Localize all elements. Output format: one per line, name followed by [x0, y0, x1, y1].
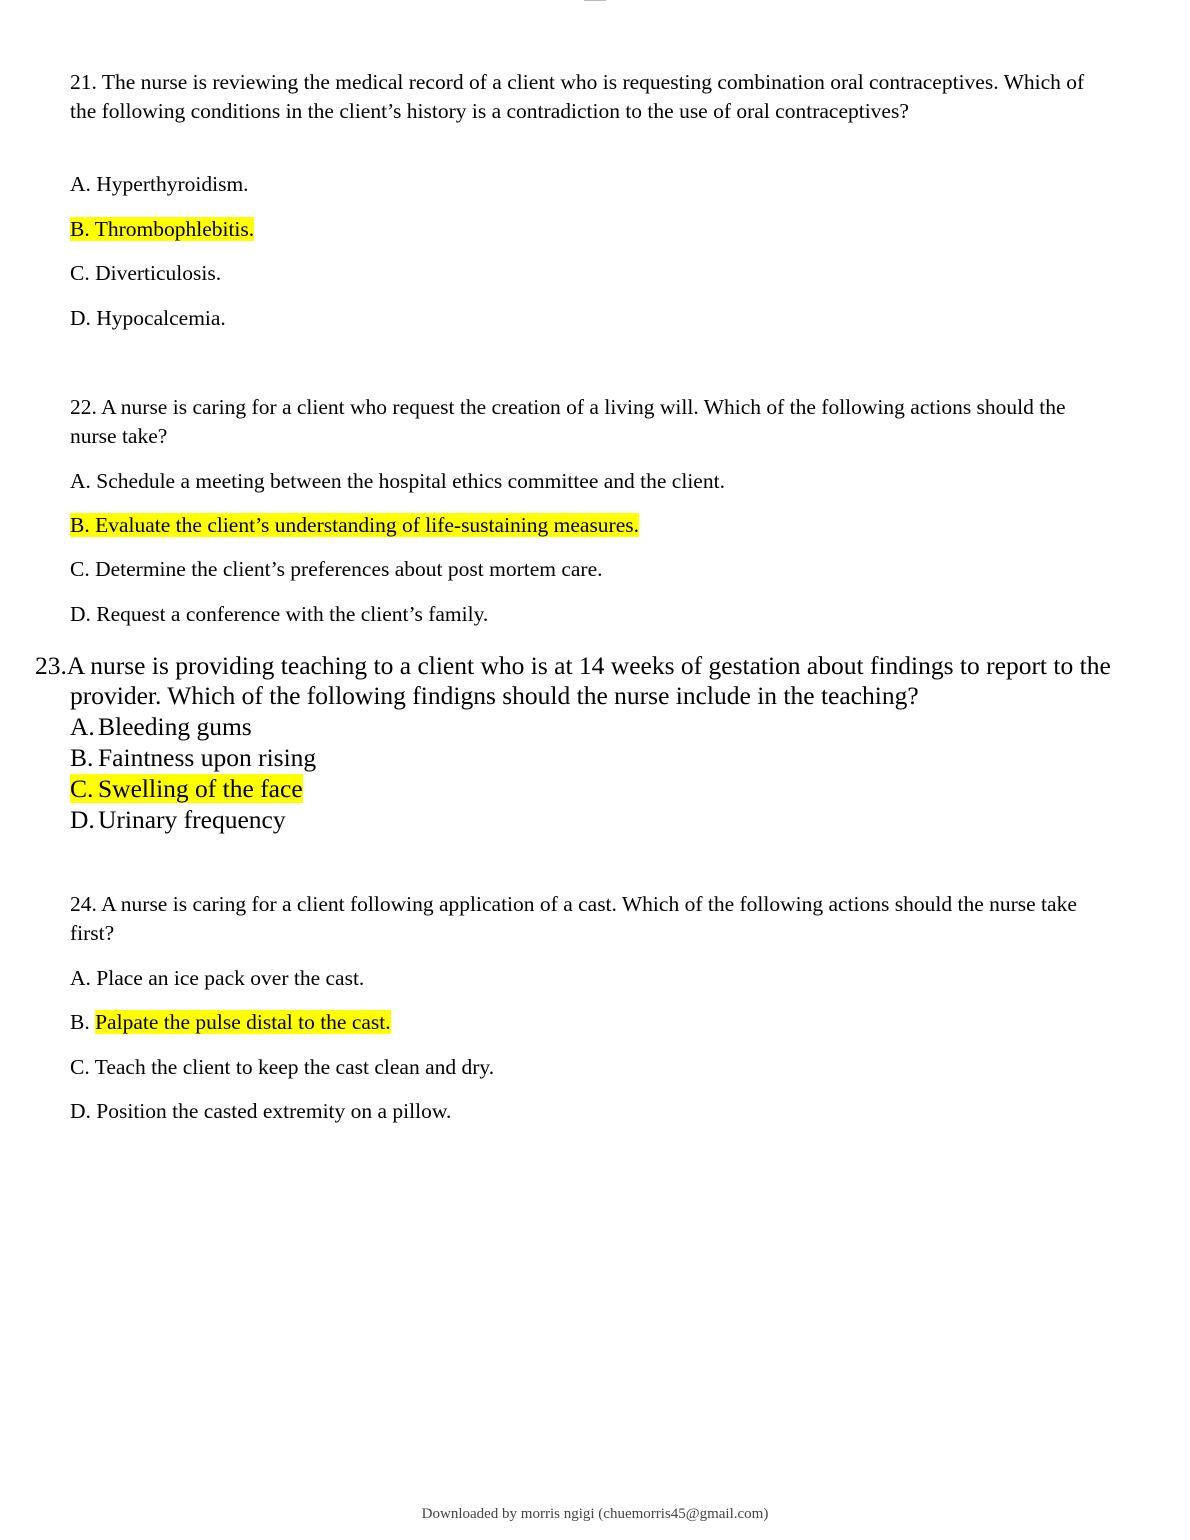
option-d — [70, 304, 226, 333]
option-b-answer — [70, 215, 254, 244]
option-a — [70, 712, 252, 742]
highlighted-answer: Palpate the pulse distal to the cast. — [95, 1010, 391, 1034]
question-23 — [35, 651, 1125, 834]
question-22 — [70, 393, 1110, 626]
option-c-answer — [70, 774, 303, 804]
question-stem: 23.A nurse is providing teaching to a client who is at 14 weeks of gestation about findings to report to the provider. Which of the following findigns should the nurse include in the teaching? — [35, 651, 1111, 710]
option-d — [70, 1097, 451, 1126]
question-24 — [70, 890, 1110, 1123]
option-d — [70, 600, 488, 629]
option-text: A. Hyperthyroidism. — [70, 172, 249, 196]
option-letter: C. — [70, 774, 94, 803]
question-21 — [70, 68, 1110, 330]
option-text: C. Determine the client’s preferences about post mortem care. — [70, 557, 603, 581]
option-c — [70, 555, 603, 584]
option-a — [70, 170, 249, 199]
option-c — [70, 259, 221, 288]
option-letter: A. — [70, 712, 95, 741]
download-footer: Downloaded by morris ngigi (chuemorris45@gmail.com) — [421, 1506, 769, 1522]
question-stem: 22. A nurse is caring for a client who request the creation of a living will. Which of the following actions should the nurse take? — [70, 395, 1066, 448]
question-stem: 24. A nurse is caring for a client following application of a cast. Which of the following actions should the nurse take first? — [70, 892, 1077, 945]
option-c — [70, 1053, 494, 1082]
option-letter: D. — [70, 805, 95, 834]
option-letter: B. — [70, 743, 94, 772]
highlighted-answer: Swelling of the face — [98, 774, 303, 803]
option-text: A. Schedule a meeting between the hospital ethics committee and the client. — [70, 469, 725, 493]
page-header-mark — [584, 0, 606, 3]
option-text: D. Request a conference with the client’s family. — [70, 602, 489, 626]
option-d — [70, 805, 286, 835]
option-b-answer — [70, 1008, 391, 1037]
option-text: Bleeding gums — [98, 712, 252, 741]
option-prefix: B. — [70, 1010, 96, 1034]
option-text: C. Teach the client to keep the cast clean and dry. — [70, 1055, 495, 1079]
highlighted-answer: B. Evaluate the client’s understanding of life-sustaining measures. — [70, 513, 640, 537]
option-a — [70, 964, 364, 993]
option-b-answer — [70, 511, 639, 540]
option-text: Urinary frequency — [98, 805, 286, 834]
question-stem: 21. The nurse is reviewing the medical record of a client who is requesting combination oral contraceptives. Which of the following conditions in the client’s history is a contradiction to the use of oral contraceptives? — [70, 70, 1085, 123]
option-text: A. Place an ice pack over the cast. — [70, 966, 365, 990]
option-text: D. Hypocalcemia. — [70, 306, 226, 330]
option-text: D. Position the casted extremity on a pillow. — [70, 1099, 452, 1123]
highlighted-answer: B. Thrombophlebitis. — [70, 217, 255, 241]
option-text: Faintness upon rising — [98, 743, 317, 772]
option-a — [70, 467, 725, 496]
option-b — [70, 743, 316, 773]
option-text: C. Diverticulosis. — [70, 261, 222, 285]
